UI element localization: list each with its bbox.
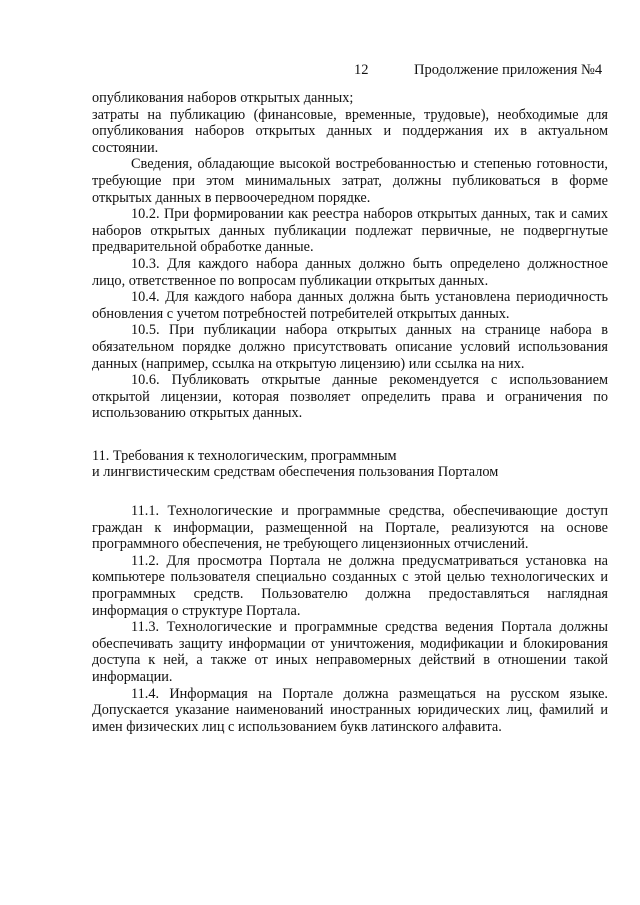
paragraph-11-3: 11.3. Технологические и программные средства ведения Портала должны обеспечивать защиту информации от уничтожения, модификации и блокирования доступа к ней, а также от иных неправомерных действий в отношении такой информации. xyxy=(92,619,608,685)
section-spacer xyxy=(92,422,608,448)
document-body xyxy=(92,90,608,735)
paragraph: Сведения, обладающие высокой востребованностью и степенью готовности, требующие при этом минимальных затрат, должны публиковаться в форме открытых данных в первоочередном порядке. xyxy=(92,156,608,206)
page-header xyxy=(0,62,640,80)
paragraph-10-5: 10.5. При публикации набора открытых данных на странице набора в обязательном порядке должно присутствовать описание условий использования данных (например, ссылка на открытую лицензию) или ссылка на них. xyxy=(92,322,608,372)
paragraph-10-3: 10.3. Для каждого набора данных должно быть определено должностное лицо, ответственное по вопросам публикации открытых данных. xyxy=(92,255,608,289)
heading-spacer xyxy=(92,481,608,503)
paragraph-11-2: 11.2. Для просмотра Портала не должна предусматриваться установка на компьютере пользователя специально созданных с этой целью технологических и программных средств. Пользователю должна предоставляться наглядная информация о структуре Портала. xyxy=(92,552,608,619)
section-heading-line-2: и лингвистическим средствам обеспечения пользования Порталом xyxy=(92,464,499,481)
paragraph: затраты на публикацию (финансовые, временные, трудовые), необходимые для опубликования наборов открытых данных и поддержания их в актуальном состоянии. xyxy=(92,106,608,156)
paragraph-10-4: 10.4. Для каждого набора данных должна быть установлена периодичность обновления с учетом потребностей потребителей открытых данных. xyxy=(92,289,608,322)
paragraph-10-2: 10.2. При формировании как реестра наборов открытых данных, так и самих наборов открытых данных публикации подлежат первичные, не подвергнутые предварительной обработке данные. xyxy=(92,206,608,256)
appendix-continuation-title: Продолжение приложения №4 xyxy=(414,62,603,78)
paragraph-11-4: 11.4. Информация на Портале должна размещаться на русском языке. Допускается указание наименований иностранных юридических лиц, фамилий и имен физических лиц с использованием букв латинского алфавита. xyxy=(92,685,608,735)
paragraph: опубликования наборов открытых данных; xyxy=(92,90,354,106)
paragraph-10-6: 10.6. Публиковать открытые данные рекомендуется с использованием открытой лицензии, которая позволяет определить права и ограничения по использованию открытых данных. xyxy=(92,372,608,422)
paragraph-11-1: 11.1. Технологические и программные средства, обеспечивающие доступ граждан к информации, размещенной на Портале, реализуются на основе программного обеспечения, не требующего лицензионных отчислений. xyxy=(92,503,608,553)
section-heading-line-1: 11. Требования к технологическим, программным xyxy=(92,447,397,464)
page-number: 12 xyxy=(354,62,369,78)
